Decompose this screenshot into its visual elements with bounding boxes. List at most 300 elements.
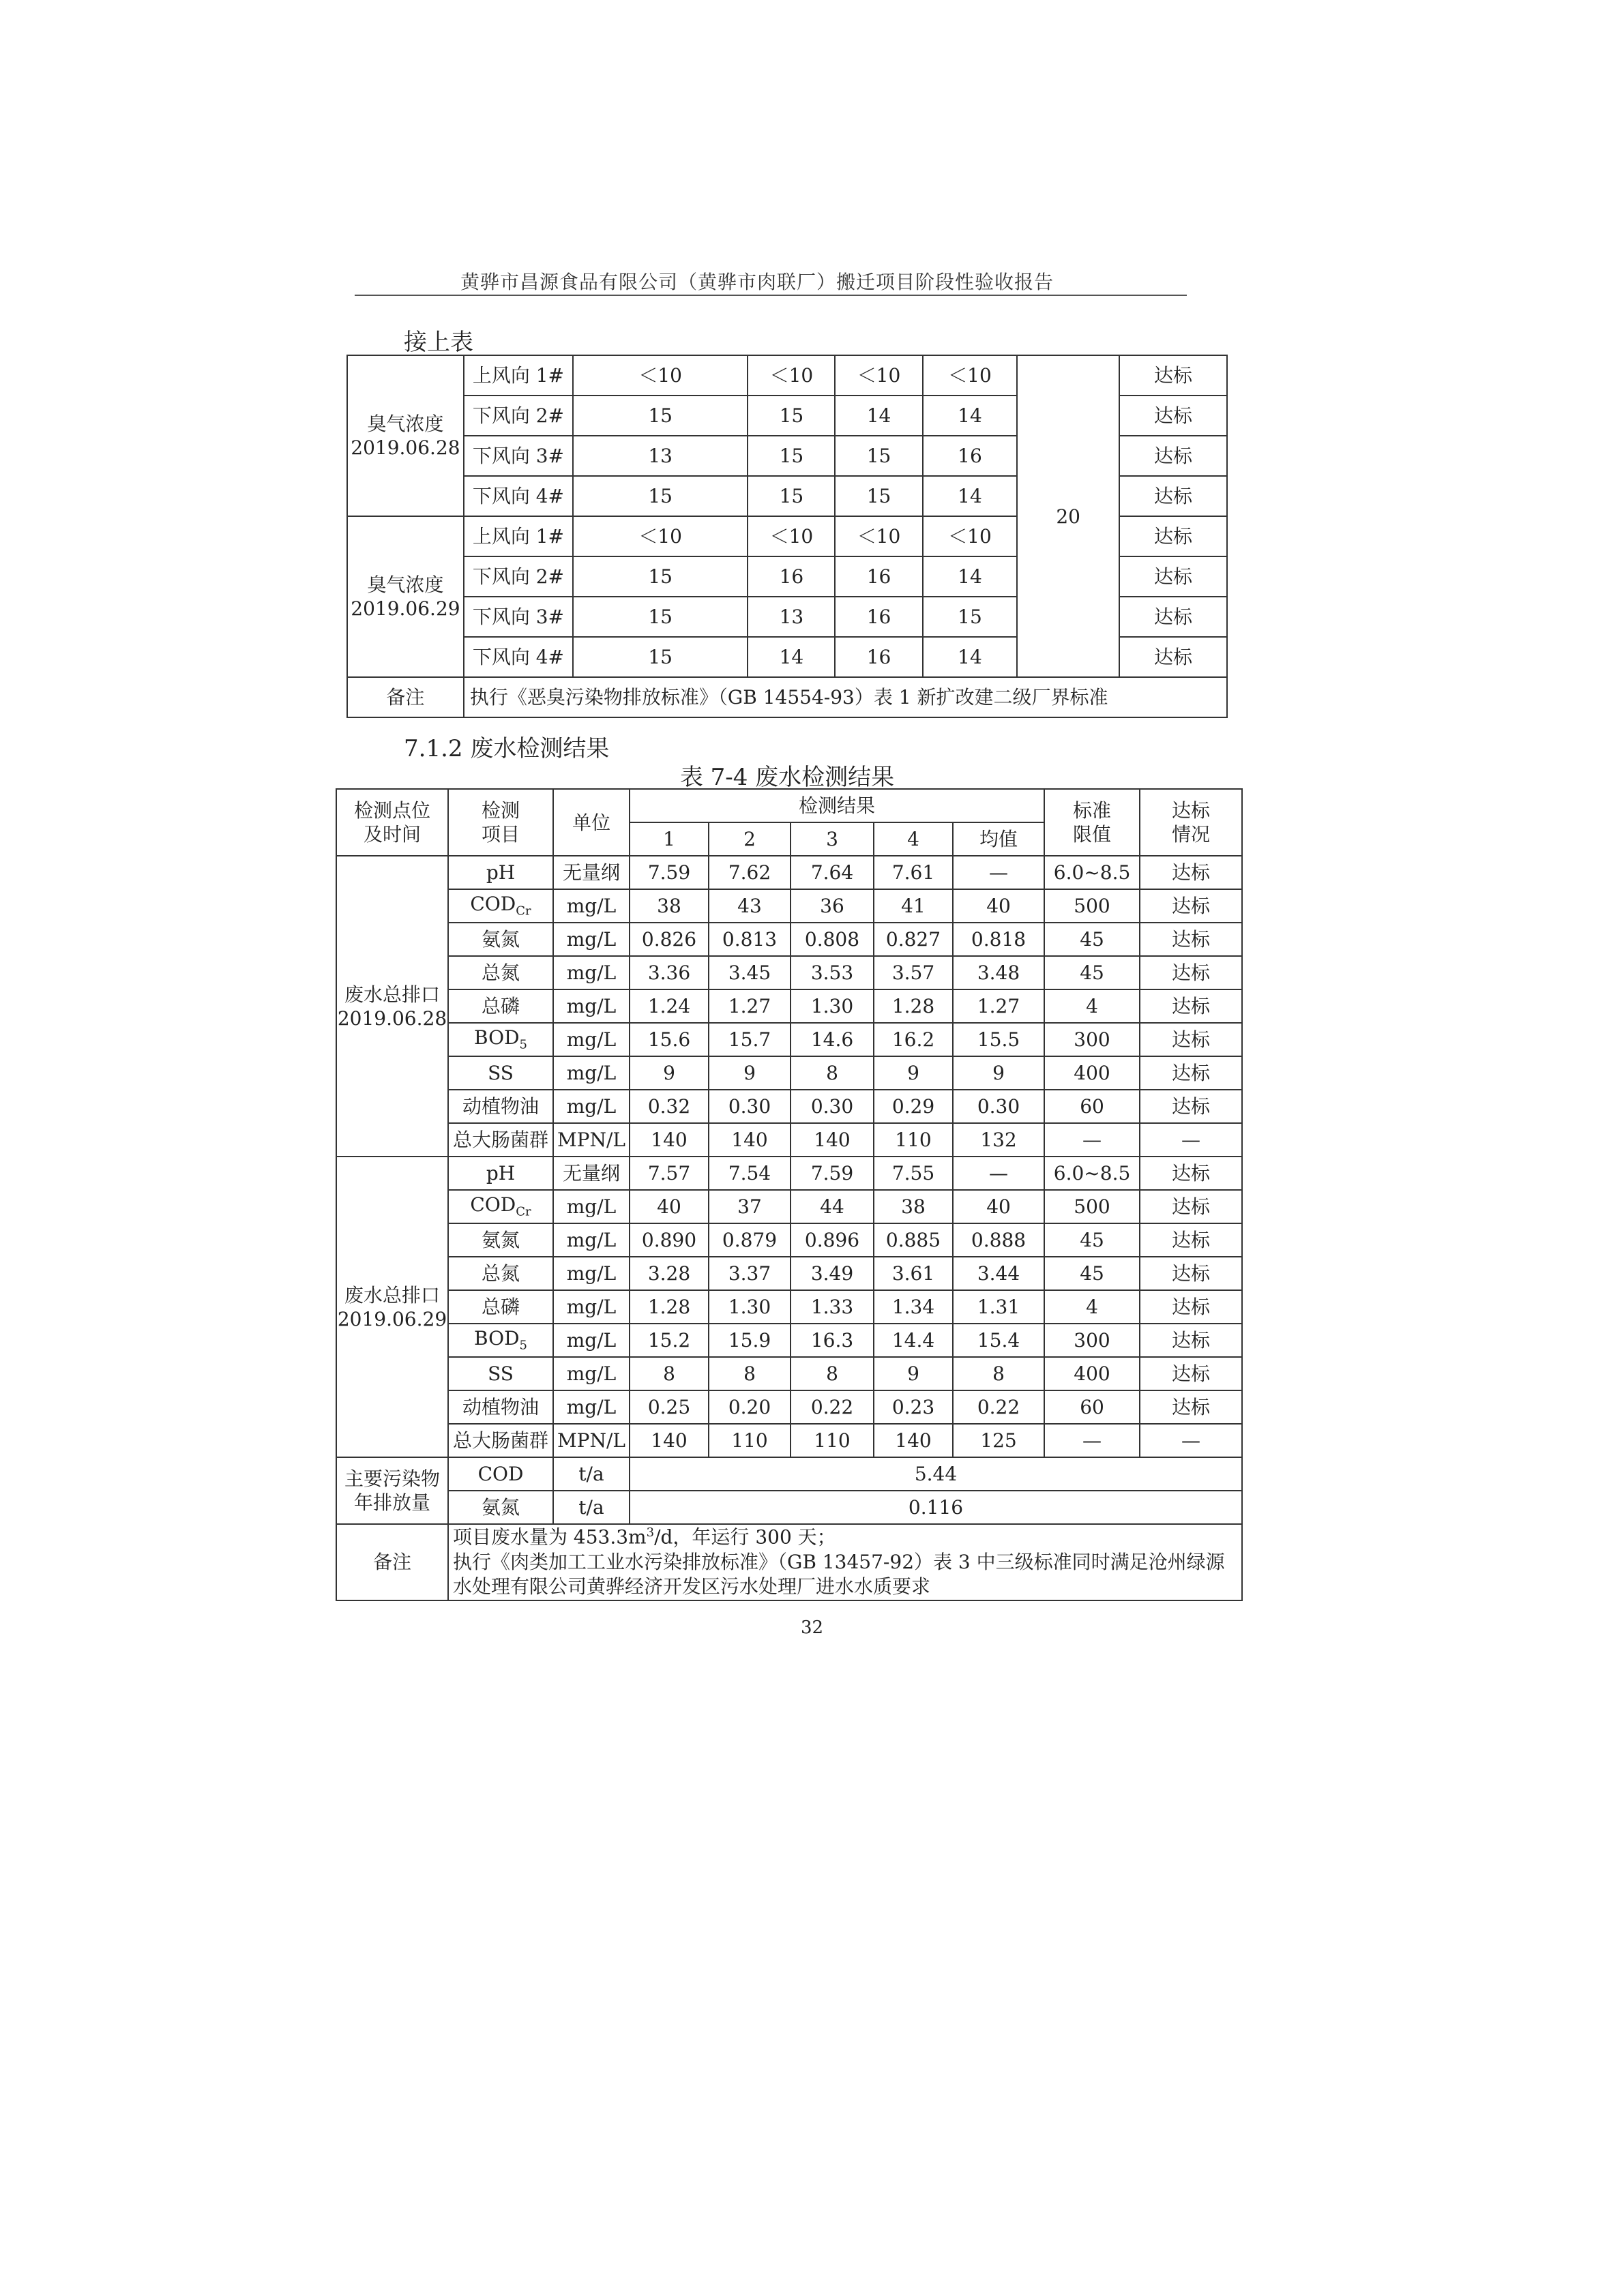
test-item-name: 总大肠菌群 [452, 1129, 548, 1151]
report-header-title: 黄骅市昌源食品有限公司（黄骅市肉联厂）搬迁项目阶段性验收报告 [460, 271, 1054, 293]
test-item-name: 总氮 [481, 961, 520, 984]
result-value: 1.30 [791, 989, 874, 1023]
result-value: 0.890 [630, 1223, 709, 1257]
result-value: 7.54 [709, 1157, 791, 1190]
remark-superscript: 3 [646, 1525, 655, 1540]
test-item-name: pH [486, 861, 516, 884]
test-item [448, 1023, 553, 1056]
section-heading: 7.1.2 废水检测结果 [404, 735, 610, 762]
odor-point: 上风向 1# [464, 355, 573, 396]
average-value: 40 [953, 1190, 1044, 1223]
result-value: 1.34 [874, 1290, 953, 1324]
table-row [336, 989, 1242, 1023]
result-value: 14.4 [874, 1324, 953, 1357]
odor-value: 14 [923, 637, 1018, 677]
table-row [336, 1524, 1242, 1600]
result-value: 110 [709, 1424, 791, 1457]
odor-value: 15 [573, 396, 748, 436]
test-item-name: 总大肠菌群 [452, 1429, 548, 1452]
unit-cell: mg/L [553, 1257, 630, 1290]
limit-value: 45 [1044, 956, 1140, 989]
result-value: 3.53 [791, 956, 874, 989]
header-limit: 标准 限值 [1044, 789, 1140, 856]
odor-day-label [347, 516, 464, 677]
odor-concentration-table [346, 355, 1228, 718]
average-value: 15.4 [953, 1324, 1044, 1357]
result-value: 15.2 [630, 1324, 709, 1357]
header-status: 达标 情况 [1140, 789, 1242, 856]
unit-cell: mg/L [553, 1357, 630, 1390]
result-value: 8 [709, 1357, 791, 1390]
result-value: 9 [709, 1056, 791, 1090]
sampling-point-name: 废水总排口 [344, 1283, 440, 1307]
test-item-name: SS [488, 1062, 514, 1084]
average-value: 3.48 [953, 956, 1044, 989]
average-value: 15.5 [953, 1023, 1044, 1056]
table-row [336, 1190, 1242, 1223]
test-item [448, 956, 553, 989]
result-value: 8 [791, 1357, 874, 1390]
result-value: 140 [874, 1424, 953, 1457]
result-value: 7.64 [791, 856, 874, 889]
odor-point: 下风向 3# [464, 436, 573, 476]
test-item-name: 氨氮 [481, 928, 520, 951]
odor-value: 15 [748, 396, 835, 436]
average-value: 40 [953, 889, 1044, 923]
test-item-name: BOD [474, 1026, 520, 1049]
result-value: 36 [791, 889, 874, 923]
unit-cell: mg/L [553, 1223, 630, 1257]
result-value: 140 [630, 1424, 709, 1457]
result-value: 9 [874, 1357, 953, 1390]
result-value: 7.61 [874, 856, 953, 889]
limit-value: 400 [1044, 1056, 1140, 1090]
table-row [336, 1257, 1242, 1290]
unit-cell: mg/L [553, 1390, 630, 1424]
status-value: 达标 [1140, 1190, 1242, 1223]
average-value: — [953, 1157, 1044, 1190]
header-result-2: 2 [709, 822, 791, 856]
odor-remark-text: 执行《恶臭污染物排放标准》（GB 14554-93）表 1 新扩改建二级厂界标准 [464, 677, 1227, 717]
result-value: 3.57 [874, 956, 953, 989]
test-item-name: pH [486, 1162, 516, 1184]
status-value: 达标 [1140, 1290, 1242, 1324]
status-value: 达标 [1140, 956, 1242, 989]
unit-cell: mg/L [553, 1023, 630, 1056]
limit-value: 500 [1044, 1190, 1140, 1223]
table-row [336, 1357, 1242, 1390]
result-value: 43 [709, 889, 791, 923]
odor-day-name: 臭气浓度 [367, 573, 444, 596]
test-item-subscript: 5 [519, 1339, 527, 1354]
limit-value: 45 [1044, 1223, 1140, 1257]
table-row [336, 1290, 1242, 1324]
odor-value: 15 [835, 436, 922, 476]
table-row [336, 1123, 1242, 1157]
annual-emission-label-line2: 年排放量 [353, 1491, 430, 1514]
odor-value: ＜10 [835, 355, 922, 396]
result-value: 0.813 [709, 923, 791, 956]
odor-value: 16 [835, 637, 922, 677]
table-row [336, 856, 1242, 889]
status-value: 达标 [1140, 1023, 1242, 1056]
unit-cell: mg/L [553, 1290, 630, 1324]
unit-cell: mg/L [553, 989, 630, 1023]
test-item-name: 动植物油 [462, 1396, 539, 1418]
test-item [448, 1357, 553, 1390]
odor-day-date: 2019.06.29 [351, 597, 460, 620]
result-value: 3.61 [874, 1257, 953, 1290]
result-value: 0.25 [630, 1390, 709, 1424]
result-value: 0.879 [709, 1223, 791, 1257]
test-item-name: COD [470, 893, 516, 916]
odor-value: 13 [748, 597, 835, 637]
result-value: 7.59 [791, 1157, 874, 1190]
test-item-subscript: Cr [516, 1205, 531, 1220]
remark-text [448, 1524, 1242, 1600]
test-item [448, 1090, 553, 1123]
unit-cell: mg/L [553, 1190, 630, 1223]
average-value: 0.22 [953, 1390, 1044, 1424]
result-value: 0.29 [874, 1090, 953, 1123]
odor-point: 下风向 4# [464, 637, 573, 677]
annual-item: COD [448, 1457, 553, 1491]
unit-cell: mg/L [553, 1056, 630, 1090]
test-item-subscript: Cr [516, 904, 531, 919]
status-value: 达标 [1140, 1223, 1242, 1257]
status-value: 达标 [1140, 1056, 1242, 1090]
status-value: 达标 [1140, 1090, 1242, 1123]
unit-cell: mg/L [553, 1090, 630, 1123]
test-item [448, 989, 553, 1023]
limit-value: 4 [1044, 989, 1140, 1023]
table-row [336, 1023, 1242, 1056]
odor-value: 16 [835, 597, 922, 637]
odor-value: 15 [573, 597, 748, 637]
odor-value: 14 [923, 556, 1018, 597]
odor-status: 达标 [1119, 516, 1227, 556]
continued-table-label: 接上表 [404, 329, 473, 356]
average-value: 0.30 [953, 1090, 1044, 1123]
average-value: 132 [953, 1123, 1044, 1157]
header-item: 检测 项目 [448, 789, 553, 856]
odor-value: ＜10 [923, 516, 1018, 556]
unit-cell: 无量纲 [553, 1157, 630, 1190]
test-item [448, 1424, 553, 1457]
sampling-point-label [336, 856, 448, 1157]
odor-value: 15 [573, 556, 748, 597]
table-row [336, 1090, 1242, 1123]
table-row [336, 1223, 1242, 1257]
unit-cell: MPN/L [553, 1424, 630, 1457]
result-value: 0.808 [791, 923, 874, 956]
header-average: 均值 [953, 822, 1044, 856]
result-value: 9 [874, 1056, 953, 1090]
unit-cell: mg/L [553, 889, 630, 923]
remark-label: 备注 [336, 1524, 448, 1600]
test-item [448, 923, 553, 956]
result-value: 0.896 [791, 1223, 874, 1257]
odor-status: 达标 [1119, 476, 1227, 516]
result-value: 15.9 [709, 1324, 791, 1357]
table-row [336, 1424, 1242, 1457]
table-row [336, 1457, 1242, 1491]
table-row [336, 889, 1242, 923]
limit-value: 60 [1044, 1090, 1140, 1123]
table-row [336, 1324, 1242, 1357]
page-number: 32 [800, 1617, 824, 1638]
limit-value: 60 [1044, 1390, 1140, 1424]
result-value: 0.30 [791, 1090, 874, 1123]
odor-value: 16 [835, 556, 922, 597]
result-value: 37 [709, 1190, 791, 1223]
table-caption: 表 7-4 废水检测结果 [679, 764, 895, 791]
annual-emission-label-line1: 主要污染物 [344, 1467, 440, 1490]
result-value: 140 [709, 1123, 791, 1157]
limit-value: 300 [1044, 1023, 1140, 1056]
result-value: 44 [791, 1190, 874, 1223]
odor-point: 下风向 2# [464, 556, 573, 597]
status-value: — [1140, 1123, 1242, 1157]
limit-value: 45 [1044, 1257, 1140, 1290]
test-item [448, 856, 553, 889]
test-item [448, 1223, 553, 1257]
result-value: 1.30 [709, 1290, 791, 1324]
table-row [336, 923, 1242, 956]
result-value: 7.55 [874, 1157, 953, 1190]
result-value: 1.24 [630, 989, 709, 1023]
test-item [448, 1123, 553, 1157]
test-item [448, 1157, 553, 1190]
limit-value: 4 [1044, 1290, 1140, 1324]
result-value: 41 [874, 889, 953, 923]
result-value: 8 [791, 1056, 874, 1090]
odor-day-date: 2019.06.28 [351, 436, 460, 459]
test-item [448, 1257, 553, 1290]
test-item [448, 1290, 553, 1324]
status-value: 达标 [1140, 1324, 1242, 1357]
result-value: 0.20 [709, 1390, 791, 1424]
result-value: 110 [874, 1123, 953, 1157]
average-value: 0.818 [953, 923, 1044, 956]
result-value: 38 [630, 889, 709, 923]
table-row [336, 956, 1242, 989]
sampling-point-name: 废水总排口 [344, 983, 440, 1006]
annual-unit: t/a [553, 1457, 630, 1491]
test-item-name: SS [488, 1362, 514, 1385]
result-value: 3.49 [791, 1257, 874, 1290]
result-value: 15.7 [709, 1023, 791, 1056]
odor-status: 达标 [1119, 556, 1227, 597]
limit-value: 300 [1044, 1324, 1140, 1357]
result-value: 7.59 [630, 856, 709, 889]
average-value: 1.31 [953, 1290, 1044, 1324]
sampling-point-label [336, 1157, 448, 1457]
result-value: 3.37 [709, 1257, 791, 1290]
test-item [448, 1056, 553, 1090]
average-value: 125 [953, 1424, 1044, 1457]
result-value: 0.827 [874, 923, 953, 956]
odor-value: ＜10 [748, 355, 835, 396]
unit-cell: 无量纲 [553, 856, 630, 889]
odor-value: 14 [923, 476, 1018, 516]
result-value: 0.30 [709, 1090, 791, 1123]
odor-value: 15 [748, 436, 835, 476]
limit-value: 6.0~8.5 [1044, 856, 1140, 889]
odor-value: ＜10 [748, 516, 835, 556]
sampling-date: 2019.06.28 [337, 1007, 447, 1030]
table-row [347, 355, 1227, 396]
odor-value: ＜10 [573, 516, 748, 556]
test-item-subscript: 5 [519, 1038, 527, 1053]
annual-emission-label [336, 1457, 448, 1524]
result-value: 16.3 [791, 1324, 874, 1357]
test-item-name: BOD [474, 1327, 520, 1350]
header-result-4: 4 [874, 822, 953, 856]
result-value: 16.2 [874, 1023, 953, 1056]
average-value: 8 [953, 1357, 1044, 1390]
annual-value: 0.116 [630, 1491, 1242, 1524]
table-row [347, 677, 1227, 717]
result-value: 0.826 [630, 923, 709, 956]
table-row [336, 1390, 1242, 1424]
result-value: 1.28 [874, 989, 953, 1023]
status-value: 达标 [1140, 1357, 1242, 1390]
result-value: 140 [630, 1123, 709, 1157]
remark-line1-post: /d，年运行 300 天； [654, 1525, 836, 1549]
result-value: 1.27 [709, 989, 791, 1023]
remark-line1-pre: 项目废水量为 453.3m [453, 1525, 647, 1549]
table-row [336, 1157, 1242, 1190]
limit-value: 45 [1044, 923, 1140, 956]
result-value: 0.885 [874, 1223, 953, 1257]
result-value: 15.6 [630, 1023, 709, 1056]
status-value: 达标 [1140, 1257, 1242, 1290]
odor-point: 下风向 3# [464, 597, 573, 637]
average-value: — [953, 856, 1044, 889]
result-value: 1.28 [630, 1290, 709, 1324]
odor-point: 上风向 1# [464, 516, 573, 556]
header-unit: 单位 [553, 789, 630, 856]
odor-value: 15 [573, 637, 748, 677]
status-value: 达标 [1140, 1390, 1242, 1424]
result-value: 38 [874, 1190, 953, 1223]
remark-line2: 执行《肉类加工工业水污染排放标准》（GB 13457-92）表 3 中三级标准同时满足沧州绿源水处理有限公司黄骅经济开发区污水处理厂进水水质要求 [453, 1550, 1225, 1598]
result-value: 1.33 [791, 1290, 874, 1324]
result-value: 0.22 [791, 1390, 874, 1424]
header-divider [355, 295, 1187, 296]
odor-status: 达标 [1119, 355, 1227, 396]
test-item [448, 1190, 553, 1223]
odor-value: 14 [923, 396, 1018, 436]
result-value: 7.62 [709, 856, 791, 889]
test-item [448, 1324, 553, 1357]
header-result-1: 1 [630, 822, 709, 856]
odor-status: 达标 [1119, 436, 1227, 476]
odor-remark-label: 备注 [347, 677, 464, 717]
test-item-name: 总磷 [481, 995, 520, 1017]
result-value: 8 [630, 1357, 709, 1390]
status-value: — [1140, 1424, 1242, 1457]
wastewater-results-table [336, 788, 1243, 1601]
odor-value: 15 [835, 476, 922, 516]
result-value: 40 [630, 1190, 709, 1223]
annual-unit: t/a [553, 1491, 630, 1524]
table-row [336, 1491, 1242, 1524]
sampling-date: 2019.06.29 [337, 1307, 447, 1330]
test-item-name: 总磷 [481, 1296, 520, 1318]
header-result-3: 3 [791, 822, 874, 856]
odor-point: 下风向 4# [464, 476, 573, 516]
test-item [448, 1390, 553, 1424]
test-item-name: 动植物油 [462, 1095, 539, 1118]
odor-value: 13 [573, 436, 748, 476]
unit-cell: mg/L [553, 923, 630, 956]
status-value: 达标 [1140, 923, 1242, 956]
result-value: 3.36 [630, 956, 709, 989]
status-value: 达标 [1140, 856, 1242, 889]
unit-cell: mg/L [553, 956, 630, 989]
odor-status: 达标 [1119, 637, 1227, 677]
average-value: 3.44 [953, 1257, 1044, 1290]
header-point-time: 检测点位 及时间 [336, 789, 448, 856]
odor-value: 16 [923, 436, 1018, 476]
result-value: 3.45 [709, 956, 791, 989]
odor-status: 达标 [1119, 396, 1227, 436]
average-value: 1.27 [953, 989, 1044, 1023]
average-value: 0.888 [953, 1223, 1044, 1257]
header-results: 检测结果 [630, 789, 1044, 822]
odor-value: ＜10 [923, 355, 1018, 396]
annual-item: 氨氮 [448, 1491, 553, 1524]
limit-value: — [1044, 1424, 1140, 1457]
limit-value: — [1044, 1123, 1140, 1157]
odor-value: ＜10 [573, 355, 748, 396]
odor-value: 14 [748, 637, 835, 677]
limit-value: 6.0~8.5 [1044, 1157, 1140, 1190]
odor-value: 14 [835, 396, 922, 436]
odor-standard-value: 20 [1017, 355, 1119, 677]
odor-day-name: 臭气浓度 [367, 413, 444, 435]
unit-cell: mg/L [553, 1324, 630, 1357]
odor-value: 16 [748, 556, 835, 597]
annual-value: 5.44 [630, 1457, 1242, 1491]
odor-day-label [347, 355, 464, 516]
test-item-name: 氨氮 [481, 1229, 520, 1251]
status-value: 达标 [1140, 989, 1242, 1023]
result-value: 140 [791, 1123, 874, 1157]
status-value: 达标 [1140, 889, 1242, 923]
result-value: 0.23 [874, 1390, 953, 1424]
limit-value: 400 [1044, 1357, 1140, 1390]
test-item [448, 889, 553, 923]
odor-status: 达标 [1119, 597, 1227, 637]
odor-value: 15 [573, 476, 748, 516]
odor-value: 15 [923, 597, 1018, 637]
odor-value: ＜10 [835, 516, 922, 556]
result-value: 110 [791, 1424, 874, 1457]
status-value: 达标 [1140, 1157, 1242, 1190]
result-value: 14.6 [791, 1023, 874, 1056]
test-item-name: 总氮 [481, 1262, 520, 1285]
result-value: 9 [630, 1056, 709, 1090]
limit-value: 500 [1044, 889, 1140, 923]
result-value: 7.57 [630, 1157, 709, 1190]
average-value: 9 [953, 1056, 1044, 1090]
result-value: 0.32 [630, 1090, 709, 1123]
unit-cell: MPN/L [553, 1123, 630, 1157]
result-value: 3.28 [630, 1257, 709, 1290]
